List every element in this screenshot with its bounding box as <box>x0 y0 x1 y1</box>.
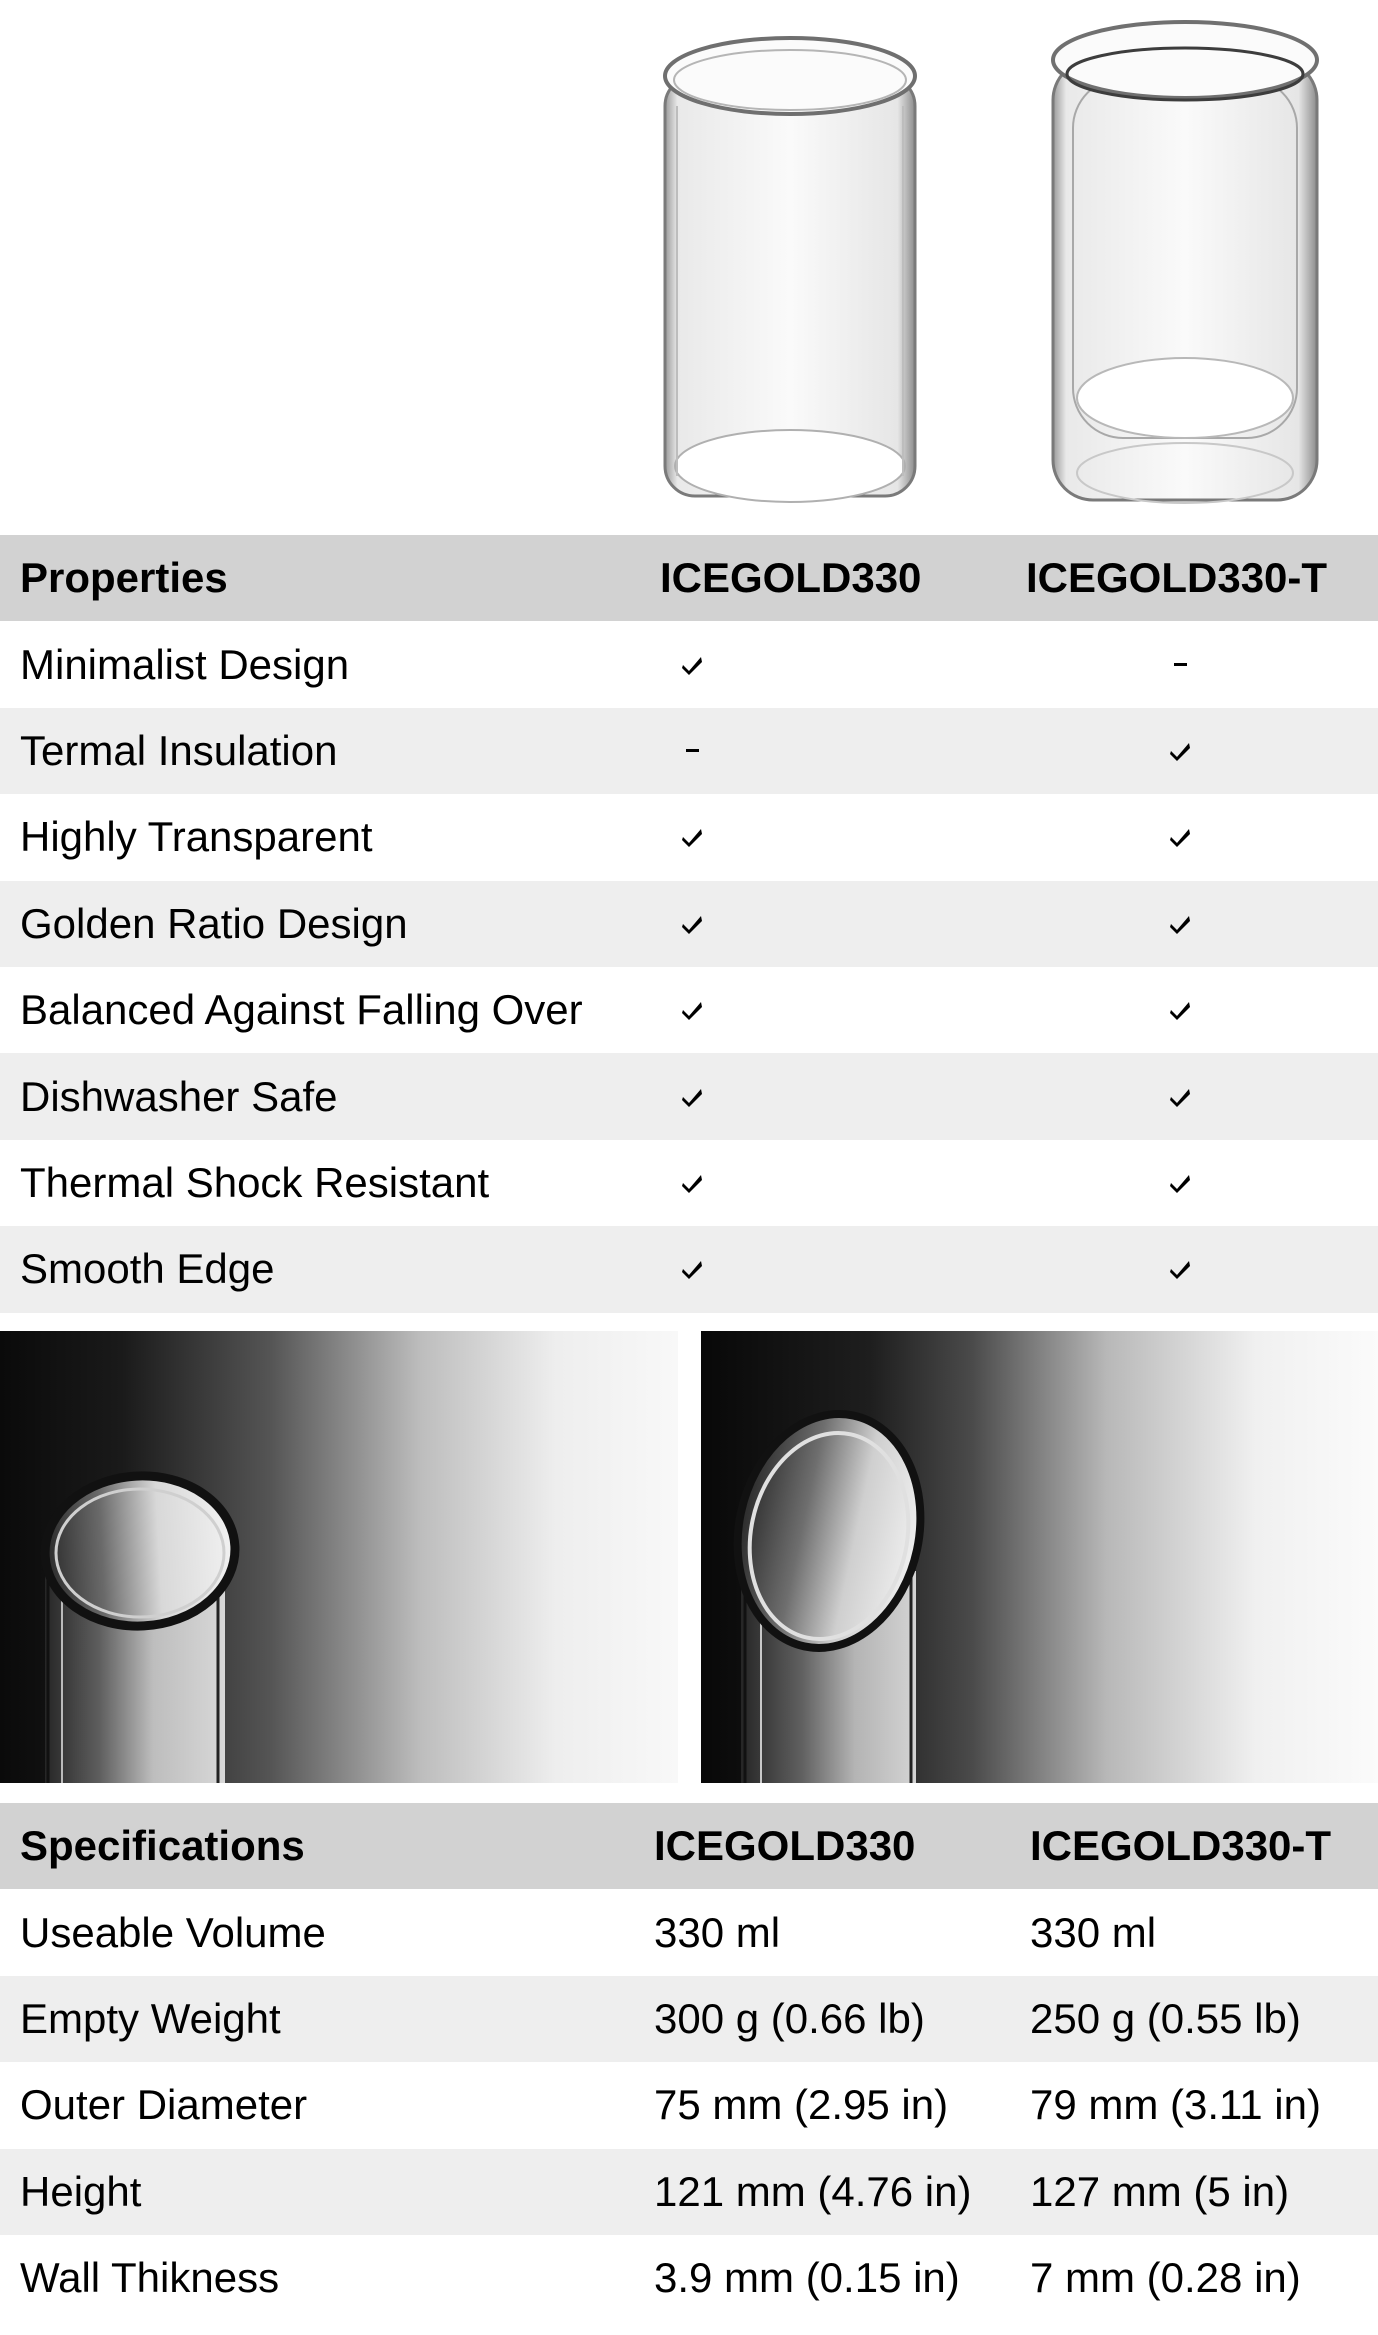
spec-value: 79 mm (3.11 in) <box>1030 2081 1321 2129</box>
properties-table <box>0 535 1378 1313</box>
column-header-icegold330: ICEGOLD330 <box>654 1822 916 1870</box>
check-icon <box>1169 1086 1191 1108</box>
rim-closeup-photos <box>0 1331 1378 1783</box>
product-hero <box>0 0 1378 535</box>
properties-header-row <box>0 535 1378 621</box>
check-icon <box>592 1226 792 1312</box>
dash-icon <box>1080 621 1280 707</box>
row-label: Wall Thikness <box>20 2254 280 2302</box>
check-icon <box>681 654 703 676</box>
column-header-icegold330: ICEGOLD330 <box>660 554 922 602</box>
check-icon <box>681 1086 703 1108</box>
table-row <box>0 1226 1378 1312</box>
check-icon <box>681 913 703 935</box>
spec-value: 121 mm (4.76 in) <box>654 2167 972 2215</box>
table-row <box>0 621 1378 707</box>
check-icon <box>1169 913 1191 935</box>
row-label: Useable Volume <box>20 1908 326 1956</box>
table-row <box>0 2235 1378 2321</box>
table-row <box>0 708 1378 794</box>
spec-value: 127 mm (5 in) <box>1030 2167 1290 2215</box>
row-label: Golden Ratio Design <box>20 899 408 947</box>
specifications-header-label: Specifications <box>20 1822 305 1870</box>
check-icon <box>592 621 792 707</box>
check-icon <box>592 881 792 967</box>
table-row <box>0 794 1378 880</box>
check-icon <box>1169 740 1191 762</box>
check-icon <box>681 999 703 1021</box>
check-icon <box>592 1053 792 1139</box>
specifications-table <box>0 1803 1378 2321</box>
table-row <box>0 1140 1378 1226</box>
row-label: Smooth Edge <box>20 1245 275 1293</box>
row-label: Dishwasher Safe <box>20 1072 338 1120</box>
check-icon <box>1169 1258 1191 1280</box>
check-icon <box>1080 1053 1280 1139</box>
check-icon <box>1169 999 1191 1021</box>
check-icon <box>1080 881 1280 967</box>
check-icon <box>1169 1172 1191 1194</box>
row-label: Termal Insulation <box>20 726 338 774</box>
icegold330-rim-photo <box>0 1331 678 1783</box>
specifications-header-row <box>0 1803 1378 1889</box>
row-label: Thermal Shock Resistant <box>20 1158 490 1206</box>
row-label: Balanced Against Falling Over <box>20 986 583 1034</box>
single-wall-glass-image <box>655 36 925 522</box>
double-wall-glass-image <box>1045 18 1325 518</box>
spec-value: 3.9 mm (0.15 in) <box>654 2254 960 2302</box>
check-icon <box>1169 826 1191 848</box>
column-header-icegold330-t: ICEGOLD330-T <box>1030 1822 1332 1870</box>
table-row <box>0 1976 1378 2062</box>
table-row <box>0 881 1378 967</box>
properties-header-label: Properties <box>20 554 228 602</box>
table-row <box>0 1053 1378 1139</box>
table-row <box>0 2062 1378 2148</box>
column-header-icegold330-t: ICEGOLD330-T <box>1026 554 1328 602</box>
row-label: Empty Weight <box>20 1994 281 2042</box>
row-label: Height <box>20 2167 142 2215</box>
row-label: Highly Transparent <box>20 813 373 861</box>
dash-icon <box>1174 663 1187 666</box>
spec-value: 330 ml <box>654 1908 781 1956</box>
check-icon <box>1080 708 1280 794</box>
check-icon <box>592 794 792 880</box>
row-label: Minimalist Design <box>20 640 350 688</box>
dash-icon <box>686 749 699 752</box>
check-icon <box>681 1258 703 1280</box>
check-icon <box>1080 1140 1280 1226</box>
check-icon <box>592 1140 792 1226</box>
spec-value: 250 g (0.55 lb) <box>1030 1994 1301 2042</box>
icegold330-t-rim-photo <box>701 1331 1378 1783</box>
check-icon <box>1080 967 1280 1053</box>
table-row <box>0 1889 1378 1975</box>
check-icon <box>1080 794 1280 880</box>
spec-value: 330 ml <box>1030 1908 1157 1956</box>
spec-value: 7 mm (0.28 in) <box>1030 2254 1301 2302</box>
spec-value: 75 mm (2.95 in) <box>654 2081 949 2129</box>
check-icon <box>1080 1226 1280 1312</box>
check-icon <box>681 826 703 848</box>
check-icon <box>592 967 792 1053</box>
dash-icon <box>592 708 792 794</box>
table-row <box>0 2149 1378 2235</box>
row-label: Outer Diameter <box>20 2081 308 2129</box>
table-row <box>0 967 1378 1053</box>
spec-value: 300 g (0.66 lb) <box>654 1994 925 2042</box>
check-icon <box>681 1172 703 1194</box>
